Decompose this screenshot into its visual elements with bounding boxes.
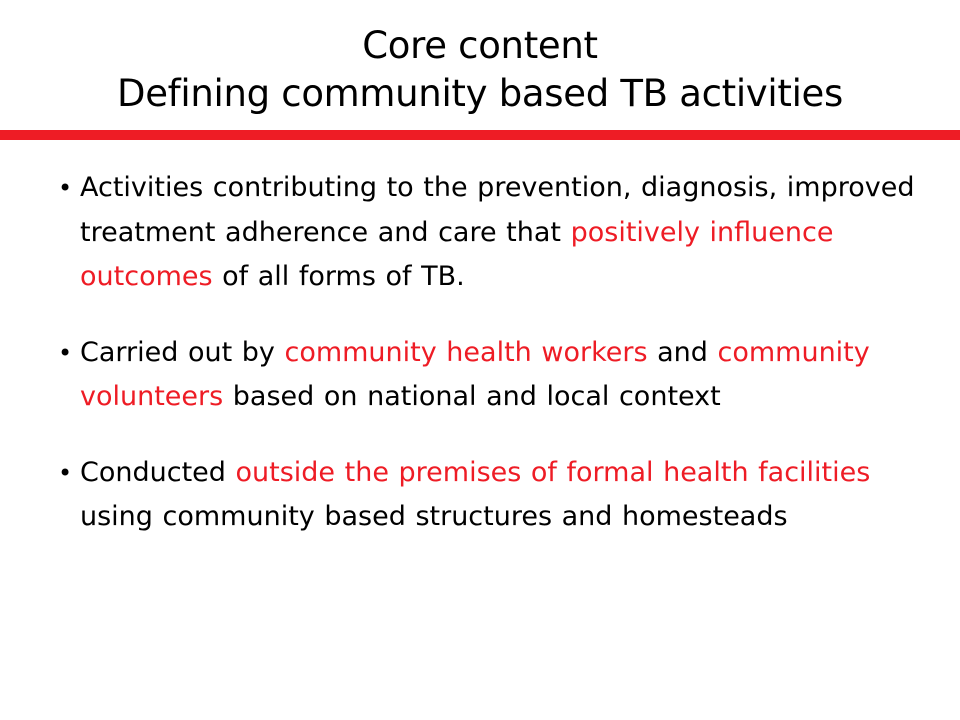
- bullet-item: [58, 166, 938, 300]
- title-divider: [0, 130, 960, 140]
- slide-title: Core content: [362, 24, 598, 67]
- bullet-text: [80, 172, 914, 292]
- bullet-text-segment: and: [647, 336, 718, 368]
- bullet-text-segment: using community based structures and homesteads: [80, 501, 788, 532]
- bullet-icon: •: [58, 458, 73, 487]
- bullet-text: [80, 337, 870, 413]
- bullet-list: [58, 166, 938, 540]
- bullet-text-segment: Conducted: [80, 456, 236, 488]
- bullet-icon: •: [58, 338, 73, 367]
- bullet-icon: •: [58, 174, 73, 202]
- bullet-item: [58, 331, 938, 420]
- slide-subtitle: Defining community based TB activities: [117, 72, 843, 115]
- bullet-highlight-segment: community volunteers: [80, 336, 870, 412]
- bullet-text-segment: based on national and local context: [223, 381, 721, 412]
- bullet-text-segment: of all forms of TB.: [212, 261, 465, 292]
- bullet-text-segment: Carried out by: [80, 336, 285, 368]
- bullet-highlight-segment: outside the premises of formal health facilities: [235, 456, 871, 488]
- title-block: [0, 22, 960, 118]
- bullet-text: [80, 457, 870, 533]
- bullet-highlight-segment: positively influence outcomes: [80, 216, 834, 292]
- bullet-text-segment: Activities contributing to the prevention, diagnosis, improved treatment adherence and care that: [80, 172, 915, 248]
- bullet-highlight-segment: community health workers: [284, 336, 648, 368]
- bullet-item: [58, 451, 938, 540]
